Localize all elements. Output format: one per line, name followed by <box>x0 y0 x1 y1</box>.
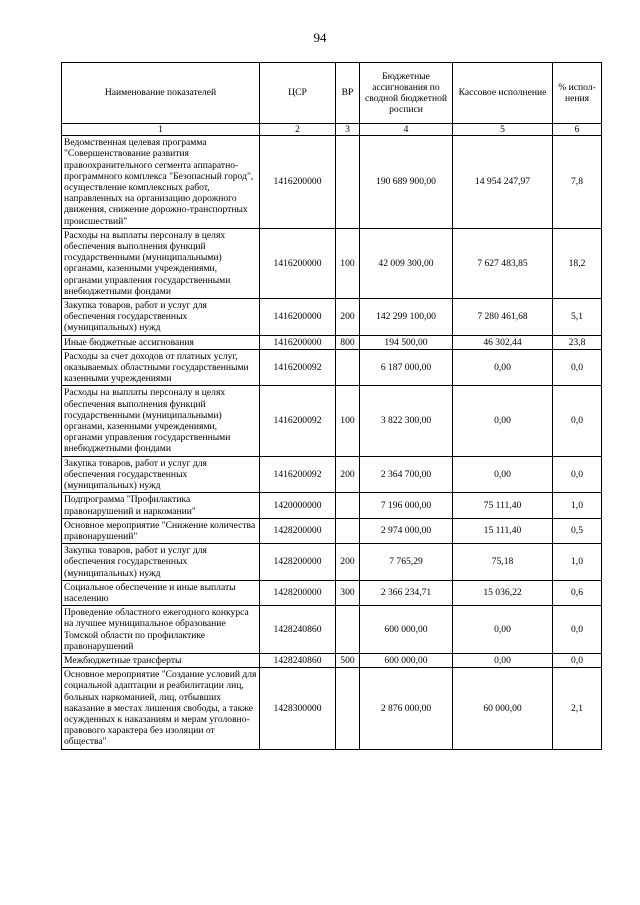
header-percent: % испол-нения <box>553 63 602 124</box>
row-execution: 15 036,22 <box>453 580 553 605</box>
row-execution: 75 111,40 <box>453 493 553 518</box>
column-number: 1 <box>62 124 260 136</box>
table-row <box>62 493 602 518</box>
table-row <box>62 136 602 229</box>
row-amount: 7 196 000,00 <box>360 493 453 518</box>
table-row <box>62 299 602 336</box>
row-vr <box>336 518 360 543</box>
row-percent: 0,0 <box>553 349 602 386</box>
row-name: Основное мероприятие "Создание условий для социальной адаптации и реабилитации лиц, больных наркоманией, лиц, отбывших наказание в местах лишения свободы, а также осужденных к наказаниям и мерам уголовно-правового характера без изоляции от общества" <box>62 668 260 749</box>
row-name: Ведомственная целевая программа "Совершенствование развития правоохранительного сегмента аппаратно-программного комплекса "Безопасный город", осуществление комплексных работ, направленных на организацию дорожного движения, снижение дорожно-транспортных происшествий" <box>62 136 260 229</box>
row-vr <box>336 606 360 654</box>
table-row <box>62 668 602 749</box>
row-execution: 0,00 <box>453 606 553 654</box>
row-amount: 3 822 300,00 <box>360 386 453 456</box>
table-row <box>62 518 602 543</box>
row-csr: 1416200092 <box>260 386 336 456</box>
row-vr <box>336 349 360 386</box>
row-name: Расходы на выплаты персоналу в целях обеспечения выполнения функций государственными (муниципальными) органами, казенными учреждениями, органами управления государственными внебюджетными фондами <box>62 228 260 298</box>
row-name: Закупка товаров, работ и услуг для обеспечения государственных (муниципальных) нужд <box>62 544 260 581</box>
row-csr: 1428240860 <box>260 653 336 667</box>
row-vr: 200 <box>336 456 360 493</box>
row-amount: 2 366 234,71 <box>360 580 453 605</box>
row-execution: 14 954 247,97 <box>453 136 553 229</box>
row-percent: 1,0 <box>553 493 602 518</box>
row-vr <box>336 136 360 229</box>
row-name: Закупка товаров, работ и услуг для обеспечения государственных (муниципальных) нужд <box>62 456 260 493</box>
row-amount: 600 000,00 <box>360 653 453 667</box>
row-csr: 1416200000 <box>260 335 336 349</box>
row-csr: 1416200000 <box>260 136 336 229</box>
row-vr <box>336 493 360 518</box>
header-vr: ВР <box>336 63 360 124</box>
row-vr: 800 <box>336 335 360 349</box>
row-name: Социальное обеспечение и иные выплаты населению <box>62 580 260 605</box>
row-name: Иные бюджетные ассигнования <box>62 335 260 349</box>
row-percent: 5,1 <box>553 299 602 336</box>
table-row <box>62 606 602 654</box>
budget-table <box>61 62 602 750</box>
header-csr: ЦСР <box>260 63 336 124</box>
row-amount: 42 009 300,00 <box>360 228 453 298</box>
table-row <box>62 544 602 581</box>
row-csr: 1428240860 <box>260 606 336 654</box>
row-execution: 75,18 <box>453 544 553 581</box>
column-number: 3 <box>336 124 360 136</box>
header-name: Наименование показателей <box>62 63 260 124</box>
row-csr: 1416200000 <box>260 299 336 336</box>
row-percent: 2,1 <box>553 668 602 749</box>
row-name: Расходы на выплаты персоналу в целях обеспечения выполнения функций государственными (муниципальными) органами, казенными учреждениями, органами управления государственными внебюджетными фондами <box>62 386 260 456</box>
row-csr: 1416200092 <box>260 349 336 386</box>
table-row <box>62 456 602 493</box>
column-number: 2 <box>260 124 336 136</box>
row-percent: 0,0 <box>553 606 602 654</box>
row-name: Межбюджетные трансферты <box>62 653 260 667</box>
row-vr: 200 <box>336 544 360 581</box>
row-execution: 7 280 461,68 <box>453 299 553 336</box>
row-execution: 0,00 <box>453 456 553 493</box>
row-percent: 23,8 <box>553 335 602 349</box>
row-name: Закупка товаров, работ и услуг для обеспечения государственных (муниципальных) нужд <box>62 299 260 336</box>
row-percent: 0,5 <box>553 518 602 543</box>
row-execution: 60 000,00 <box>453 668 553 749</box>
row-amount: 600 000,00 <box>360 606 453 654</box>
row-name: Подпрограмма "Профилактика правонарушений и наркомании" <box>62 493 260 518</box>
table-row <box>62 335 602 349</box>
row-percent: 7,8 <box>553 136 602 229</box>
row-name: Основное мероприятие "Снижение количества правонарушений" <box>62 518 260 543</box>
row-vr: 100 <box>336 228 360 298</box>
column-number-row <box>62 124 602 136</box>
row-execution: 0,00 <box>453 349 553 386</box>
column-number: 4 <box>360 124 453 136</box>
row-csr: 1428300000 <box>260 668 336 749</box>
row-csr: 1428200000 <box>260 580 336 605</box>
row-execution: 7 627 483,85 <box>453 228 553 298</box>
table-row <box>62 653 602 667</box>
row-csr: 1420000000 <box>260 493 336 518</box>
column-number: 6 <box>553 124 602 136</box>
page-number: 94 <box>313 30 327 45</box>
row-execution: 46 302,44 <box>453 335 553 349</box>
row-percent: 18,2 <box>553 228 602 298</box>
table-row <box>62 228 602 298</box>
column-number: 5 <box>453 124 553 136</box>
row-percent: 1,0 <box>553 544 602 581</box>
row-vr: 100 <box>336 386 360 456</box>
row-amount: 2 364 700,00 <box>360 456 453 493</box>
row-amount: 142 299 100,00 <box>360 299 453 336</box>
row-amount: 190 689 900,00 <box>360 136 453 229</box>
row-amount: 2 876 000,00 <box>360 668 453 749</box>
row-amount: 6 187 000,00 <box>360 349 453 386</box>
table-row <box>62 349 602 386</box>
row-vr: 300 <box>336 580 360 605</box>
row-vr <box>336 668 360 749</box>
row-csr: 1428200000 <box>260 518 336 543</box>
row-name: Расходы за счет доходов от платных услуг, оказываемых областными государственными казенными учреждениями <box>62 349 260 386</box>
header-execution: Кассовое исполнение <box>453 63 553 124</box>
row-csr: 1416200000 <box>260 228 336 298</box>
row-name: Проведение областного ежегодного конкурса на лучшее муниципальное образование Томской области по профилактике правонарушений <box>62 606 260 654</box>
row-percent: 0,0 <box>553 456 602 493</box>
row-percent: 0,0 <box>553 386 602 456</box>
row-execution: 15 111,40 <box>453 518 553 543</box>
row-vr: 200 <box>336 299 360 336</box>
row-execution: 0,00 <box>453 386 553 456</box>
row-percent: 0,6 <box>553 580 602 605</box>
row-vr: 500 <box>336 653 360 667</box>
row-csr: 1416200092 <box>260 456 336 493</box>
table-row <box>62 386 602 456</box>
table-header-row <box>62 63 602 124</box>
row-amount: 2 974 000,00 <box>360 518 453 543</box>
row-percent: 0,0 <box>553 653 602 667</box>
row-amount: 194 500,00 <box>360 335 453 349</box>
row-amount: 7 765,29 <box>360 544 453 581</box>
header-assignments: Бюджетные ассигнования по сводной бюджетной росписи <box>360 63 453 124</box>
row-execution: 0,00 <box>453 653 553 667</box>
row-csr: 1428200000 <box>260 544 336 581</box>
table-row <box>62 580 602 605</box>
